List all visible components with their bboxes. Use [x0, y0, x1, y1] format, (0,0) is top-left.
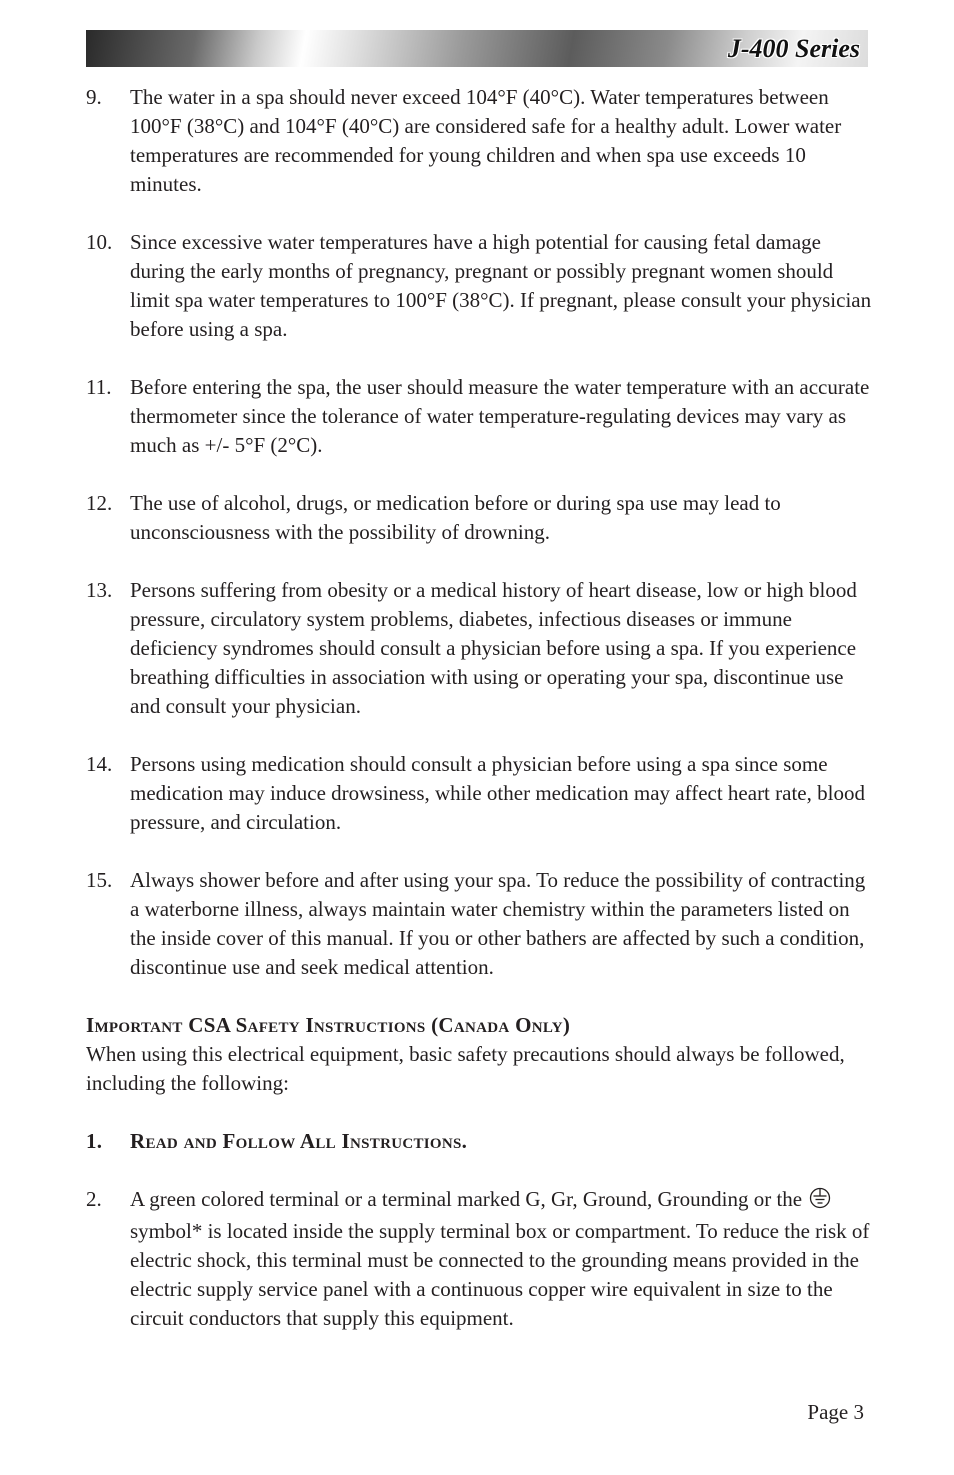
- item-text-after: symbol* is located inside the supply terminal box or compartment. To reduce the risk of electric shock, this terminal must be connected to the grounding means provided in the electric supply service panel with a continuous copper wire equivalent in size to the circuit conductors that supply this equipment.: [130, 1219, 870, 1330]
- item-text-before: A green colored terminal or a terminal marked G, Gr, Ground, Grounding or the: [130, 1187, 803, 1211]
- list-item: [86, 489, 876, 547]
- item-text: The water in a spa should never exceed 104°F (40°C). Water temperatures between 100°F (38°C) and 104°F (40°C) are considered safe for a healthy adult. Lower water temperatures are recommended for young children and when spa use exceeds 10 minutes.: [130, 85, 842, 196]
- list-item: [86, 228, 876, 344]
- item-text: Since excessive water temperatures have a high potential for causing fetal damage during the early months of pregnancy, pregnant or possibly pregnant women should limit spa water temperatures to 100°F (38°C). If pregnant, please consult your physician before using a spa.: [130, 230, 872, 341]
- item-number: 10.: [86, 230, 113, 254]
- series-title: J-400 Series: [727, 34, 860, 63]
- csa-intro: When using this electrical equipment, basic safety precautions should always be followed, including the following:: [86, 1042, 845, 1095]
- item-text: Read and Follow All Instructions.: [130, 1129, 468, 1153]
- item-number: 12.: [86, 491, 113, 515]
- list-item: [86, 83, 876, 199]
- list-item: [86, 866, 876, 982]
- item-number: 15.: [86, 868, 113, 892]
- safety-list: [86, 83, 876, 982]
- item-text: Persons suffering from obesity or a medical history of heart disease, low or high blood pressure, circulatory system problems, diabetes, infectious diseases or immune deficiency syndromes should consult a physician before using a spa. If you experience breathing difficulties in association with using or operating your spa, discontinue use and consult your physician.: [130, 578, 857, 718]
- page-number: Page 3: [807, 1400, 864, 1424]
- csa-heading: Important CSA Safety Instructions (Canada Only): [86, 1013, 571, 1037]
- item-text: Before entering the spa, the user should measure the water temperature with an accurate thermometer since the tolerance of water temperature-regulating devices may vary as much as +/- 5°F (2°C).: [130, 375, 870, 457]
- header-bar: [86, 30, 868, 67]
- item-number: 1.: [86, 1129, 103, 1153]
- item-text: The use of alcohol, drugs, or medication before or during spa use may lead to unconsciousness with the possibility of drowning.: [130, 491, 781, 544]
- item-text: Always shower before and after using your spa. To reduce the possibility of contracting a waterborne illness, always maintain water chemistry within the parameters listed on the inside cover of this manual. If you or other bathers are affected by such a condition, discontinue use and seek medical attention.: [130, 868, 866, 979]
- item-number: 13.: [86, 578, 113, 602]
- item-number: 9.: [86, 85, 102, 109]
- item-text: Persons using medication should consult a physician before using a spa since some medication may induce drowsiness, while other medication may affect heart rate, blood pressure, and circulation.: [130, 752, 865, 834]
- list-item: [86, 1127, 876, 1156]
- list-item: [86, 1185, 876, 1333]
- item-number: 14.: [86, 752, 113, 776]
- list-item: [86, 373, 876, 460]
- list-item: [86, 750, 876, 837]
- item-number: 11.: [86, 375, 112, 399]
- list-item: [86, 576, 876, 721]
- page-content: [86, 83, 876, 1362]
- item-number: 2.: [86, 1187, 102, 1211]
- ground-symbol-icon: [809, 1187, 831, 1217]
